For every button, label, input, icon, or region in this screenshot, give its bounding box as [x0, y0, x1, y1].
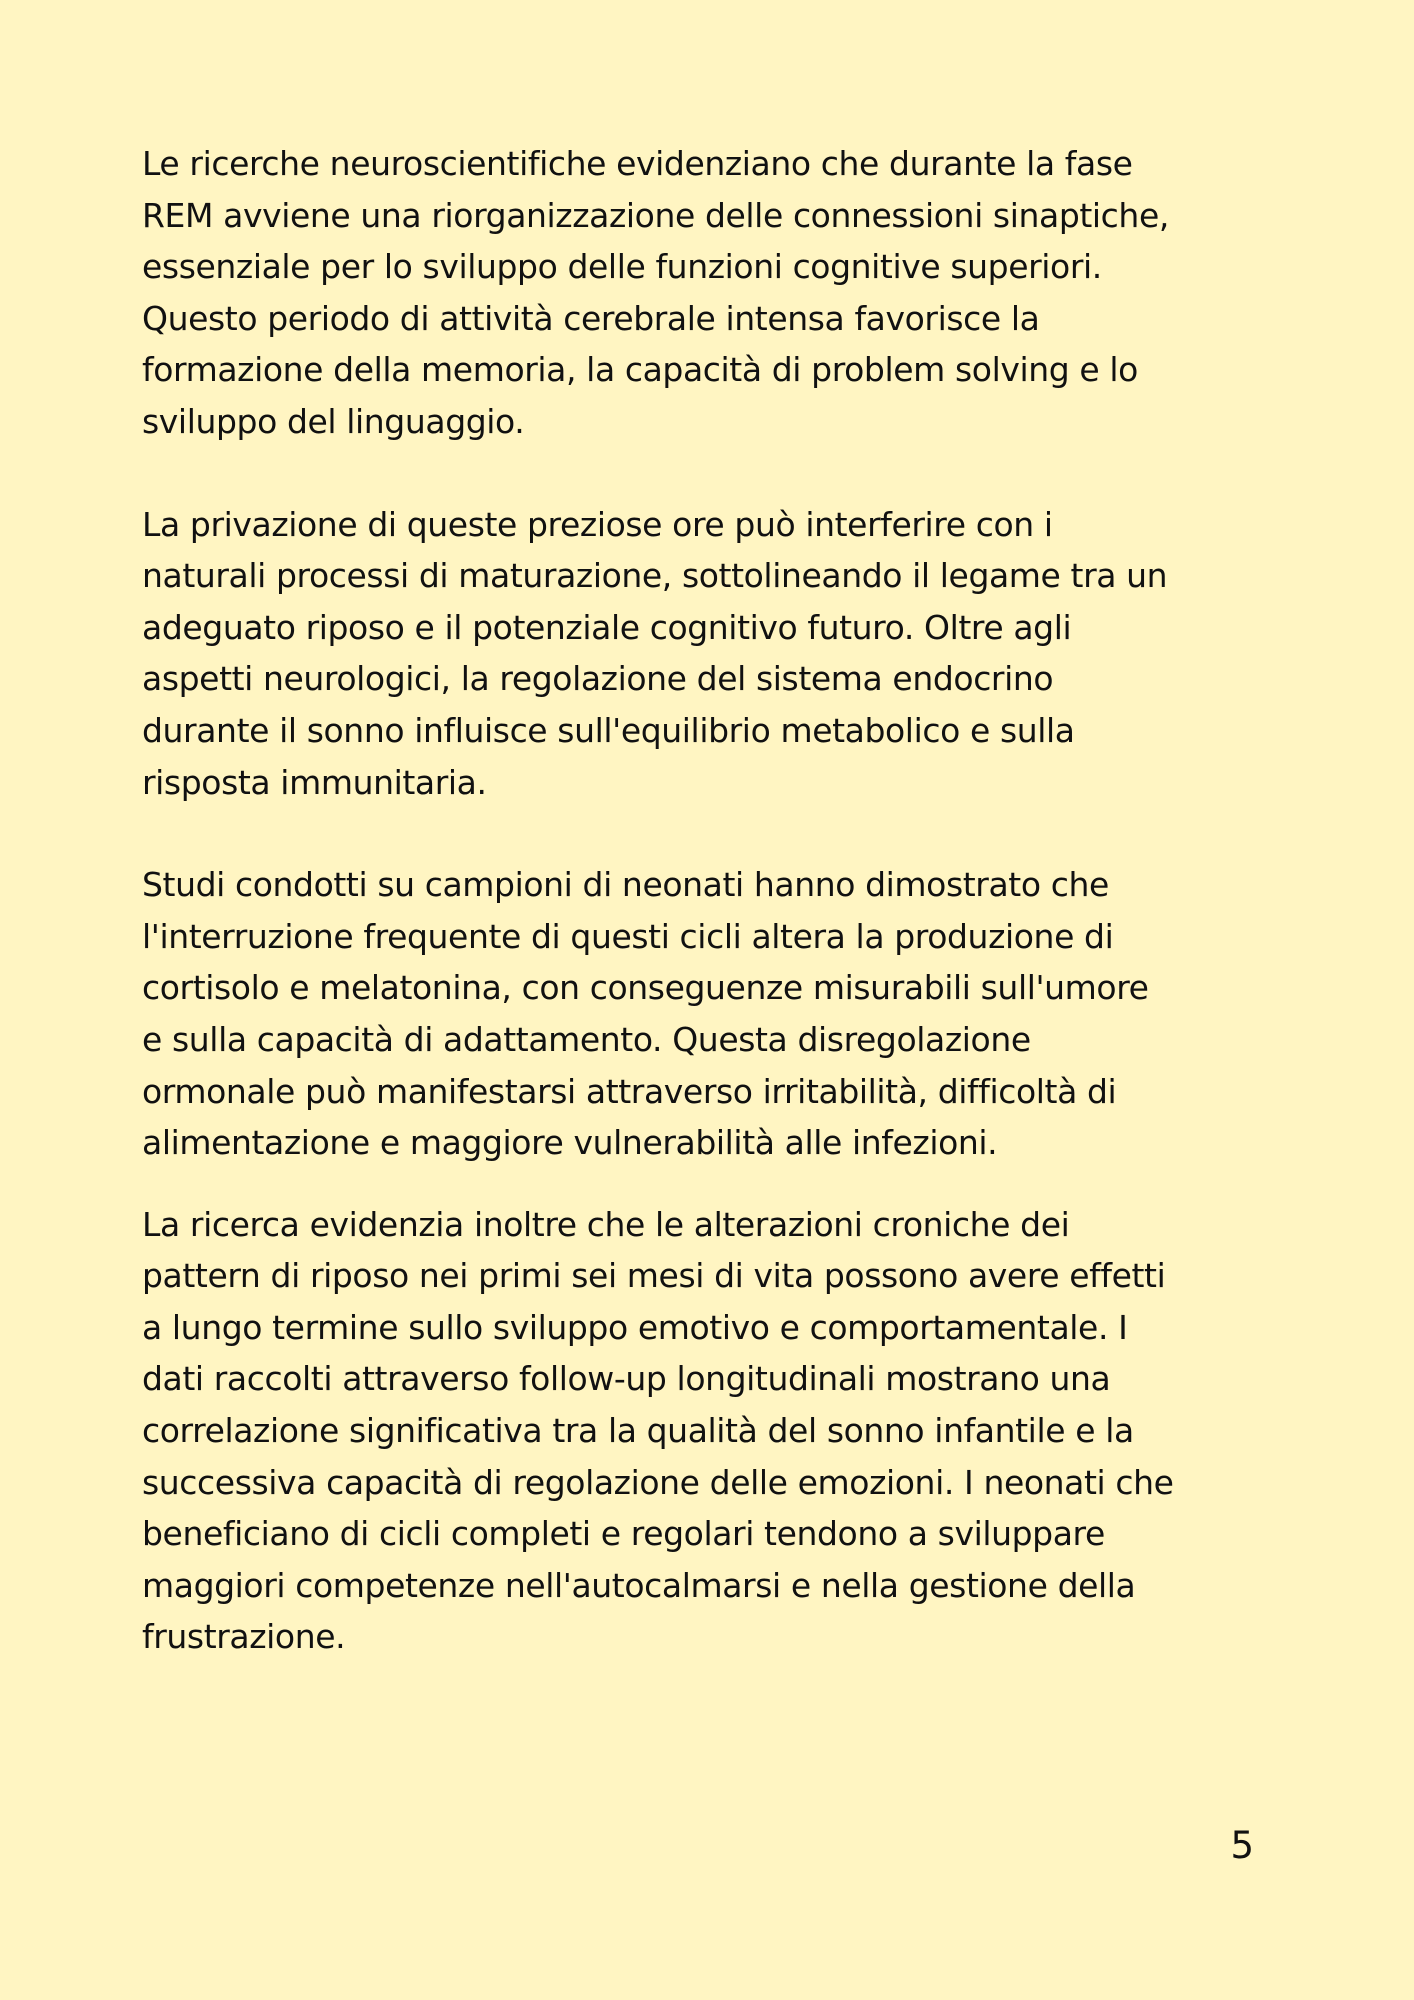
page-content [142, 138, 1282, 1663]
paragraph-newborn-studies: Studi condotti su campioni di neonati hanno dimostrato che l'interruzione frequente di questi cicli altera la produzione di cortisolo e melatonina, con conseguenze misurabili sull'umore e sulla capacità di adattamento. Questa disregolazione ormonale può manifestarsi attraverso irritabilità, difficoltà di alimentazione e maggiore vulnerabilità alle infezioni. [142, 865, 1149, 1163]
page-number: 5 [1230, 1824, 1254, 1867]
paragraph-rem-sleep: Le ricerche neuroscientifiche evidenziano che durante la fase REM avviene una riorganizzazione delle connessioni sinaptiche, essenziale per lo sviluppo delle funzioni cognitive superiori. Questo periodo di attività cerebrale intensa favorisce la formazione della memoria, la capacità di problem solving e lo sviluppo del linguaggio. [142, 144, 1169, 441]
paragraph-long-term-effects: La ricerca evidenzia inoltre che le alterazioni croniche dei pattern di riposo nei primi sei mesi di vita possono avere effetti a lungo termine sullo sviluppo emotivo e comportamentale. I dati raccolti attraverso follow-up longitudinali mostrano una correlazione significativa tra la qualità del sonno infantile e la successiva capacità di regolazione delle emozioni. I neonati che beneficiano di cicli completi e regolari tendono a sviluppare maggiori competenze nell'autocalmarsi e nella gestione della frustrazione. [142, 1204, 1174, 1657]
paragraph-sleep-deprivation: La privazione di queste preziose ore può interferire con i naturali processi di maturazione, sottolineando il legame tra un adeguato riposo e il potenziale cognitivo futuro. Oltre agli aspetti neurologici, la regolazione del sistema endocrino durante il sonno influisce sull'equilibrio metabolico e sulla risposta immunitaria. [142, 504, 1168, 802]
